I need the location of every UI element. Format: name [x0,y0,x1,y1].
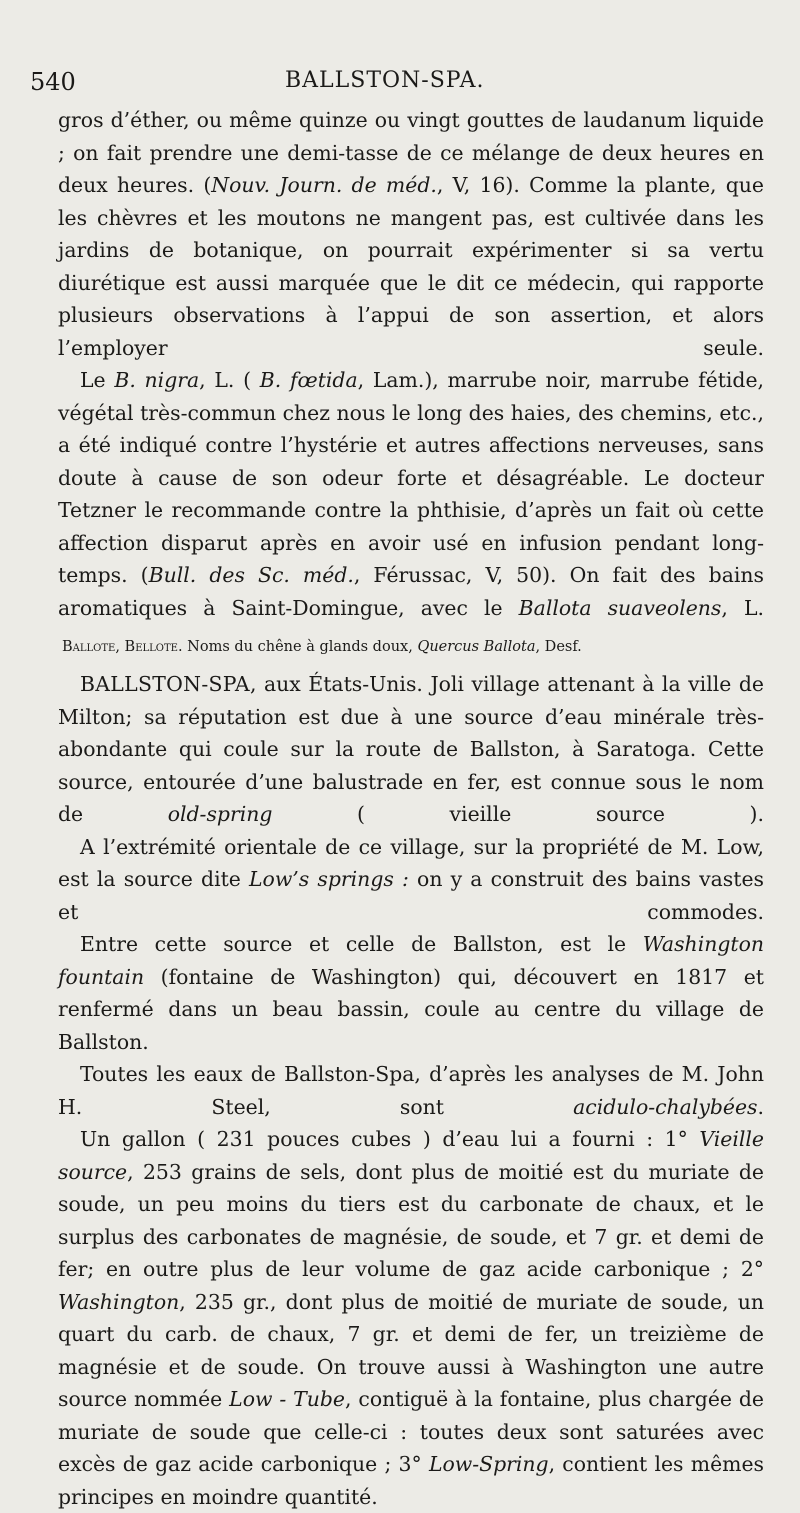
text-run: , Lam.), marrube noir, marrube fétide, végétal très-commun chez nous le long des haies, des chemins, etc., a été indiqué contre l’hystérie et autres affections nerveuses, sans doute à cause de son odeur forte et désagréable. Le docteur Tetzner le recommande contre la phthisie, d’après un fait où cette affection disparut après en avoir usé en infusion pendant long-temps. ( [58,368,765,587]
term: old-spring [167,802,273,826]
paragraph-washington-fountain [58,928,764,1058]
text-run: , Desf. [535,639,582,655]
text-run: , contiguë à la fontaine, plus chargée de muriate de soude que celle-ci : toutes deux sont saturées avec excès de gaz acide carbonique ; 3° [58,1387,764,1476]
paragraph-b-nigra [58,364,764,624]
entry-headword: Ballote, Bellote. [62,639,183,655]
term: Washington [58,1289,180,1314]
entry-ballston-spa [58,668,764,831]
entry-ballote [58,634,764,660]
text-run: , aux États-Unis. Joli village attenant à la ville de Milton; sa réputation est due à une source d’eau minérale très-abondante qui coule sur la route de Ballston, à Saratoga. Cette source, entourée d’une balustrade en fer, est connue sous le nom de [58,672,764,826]
page-header [30,66,760,100]
text-run: Un gallon ( 231 pouces cubes ) d’eau lui a fourni : 1° [80,1127,700,1151]
species-name: B. fœtida [259,368,358,392]
text-run: ( vieille source ). [272,802,764,826]
species-name: Quercus Ballota [417,639,536,655]
page-body [58,104,764,1513]
text-run: , L. [721,595,764,620]
text-run: gros d’éther, ou même quinze ou vingt gouttes de laudanum liquide ; on fait prendre une demi-tasse de ce mélange de deux heures en deux heures. ( [58,108,764,197]
running-title: BALLSTON-SPA. [285,68,485,93]
term: Low’s springs : [249,867,409,891]
text-run: on y a construit des bains vastes et commodes. [58,867,764,924]
species-name: Ballota suaveolens [518,595,722,620]
term: acidulo-chalybées [573,1094,758,1119]
paragraph-low-springs [58,831,764,929]
text-run: A l’extrémité orientale de ce village, sur la propriété de M. Low, est la source dite [58,834,764,891]
text-run: . [757,1094,764,1119]
text-run: Entre cette source et celle de Ballston, est le [80,932,643,956]
paragraph-continuation [58,104,764,364]
paragraph-gallon [58,1123,764,1513]
text-run: , Férussac, V, 50). On fait des bains aromatiques à Saint-Domingue, avec le [58,563,764,620]
citation: Nouv. Journ. de méd. [211,173,437,197]
text-run: , 235 gr., dont plus de moitié de muriate de soude, un quart du carb. de chaux, 7 gr. et demi de fer, un treizième de magnésie et de soude. On trouve aussi à Washington une autre source nommée [58,1289,764,1411]
term: Low-Spring [428,1452,549,1476]
page-number: 540 [30,68,76,96]
text-run: , V, 16). Comme la plante, que les chèvres et les moutons ne mangent pas, est cultivée dans les jardins de botanique, on pourrait expérimenter si sa vertu diurétique est aussi marquée que le dit ce médecin, qui rapporte plusieurs observations à l’appui de son assertion, et alors l’employer seule. [58,173,764,360]
text-run: (fontaine de Washington) qui, découvert en 1817 et renfermé dans un beau bassin, coule au centre du village de Ballston. [58,964,764,1054]
text-run: , L. ( [199,368,260,392]
citation: Bull. des Sc. méd. [148,563,354,587]
text-run: Toutes les eaux de Ballston-Spa, d’après les analyses de M. John H. Steel, sont [58,1062,764,1119]
paragraph-analyses [58,1058,764,1123]
species-name: B. nigra [114,368,200,392]
text-run: , 253 grains de sels, dont plus de moitié est du muriate de soude, un peu moins du tiers est du carbonate de chaux, et le surplus des carbonates de magnésie, de soude, et 7 gr. et demi de fer; en outre plus de leur volume de gaz acide carbonique ; 2° [58,1159,764,1281]
text-run: Le [80,368,115,392]
term: Low - Tube [229,1387,346,1411]
entry-headword: BALLSTON-SPA [80,672,250,696]
term: Vieille source [58,1127,764,1184]
text-run: Noms du chêne à glands doux, [182,639,418,655]
term: Washington fountain [58,932,764,989]
text-run: , contient les mêmes principes en moindre quantité. [58,1452,764,1509]
